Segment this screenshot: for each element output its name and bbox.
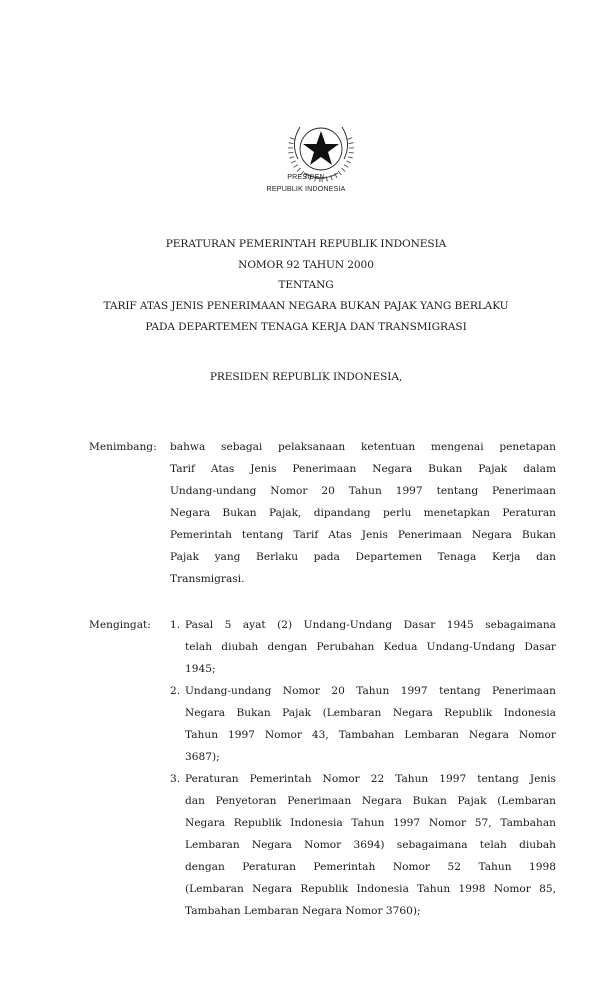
text-line: Tahun 1997 Nomor 43, Tambahan Lembaran Negara Nomor bbox=[185, 729, 556, 741]
wreath-leaf bbox=[294, 165, 298, 168]
text-line: Negara Bukan Pajak, dipandang perlu menetapkan Peraturan bbox=[170, 507, 556, 519]
mengingat-label: Mengingat: bbox=[89, 619, 151, 631]
text-line: (Lembaran Negara Republik Indonesia Tahun 1998 Nomor 85, bbox=[185, 883, 556, 895]
text-line: Lembaran Negara Nomor 3694) sebagaimana telah diubah bbox=[185, 839, 556, 851]
menimbang-label: Menimbang: bbox=[89, 441, 157, 453]
president-heading: PRESIDEN REPUBLIK INDONESIA, bbox=[209, 371, 403, 383]
list-item-number: 2. bbox=[170, 685, 181, 697]
list-item bbox=[185, 768, 556, 922]
text-line: telah diubah dengan Perubahan Kedua Undang-Undang Dasar bbox=[185, 641, 556, 653]
text-line: dengan Peraturan Pemerintah Nomor 52 Tahun 1998 bbox=[185, 861, 556, 873]
wreath-leaf bbox=[341, 168, 345, 171]
text-line: Pasal 5 ayat (2) Undang-Undang Dasar 1945 sebagaimana bbox=[185, 619, 556, 631]
wreath-leaf bbox=[289, 143, 294, 144]
wreath-leaf bbox=[348, 157, 353, 158]
heading-number: NOMOR 92 TAHUN 2000 bbox=[238, 259, 374, 271]
emblem-caption-line: REPUBLIK INDONESIA bbox=[266, 184, 346, 193]
text-line: 3687); bbox=[185, 751, 220, 763]
wreath-leaf bbox=[291, 161, 296, 163]
emblem-caption-line: PRESIDEN bbox=[287, 172, 325, 181]
heading-title: PERATURAN PEMERINTAH REPUBLIK INDONESIA bbox=[165, 238, 447, 250]
list-item bbox=[185, 680, 556, 768]
menimbang-text bbox=[170, 436, 556, 590]
text-line: Transmigrasi. bbox=[170, 573, 245, 585]
text-line: 1945; bbox=[185, 663, 216, 675]
text-line: Pajak yang Berlaku pada Departemen Tenaga Kerja dan bbox=[170, 551, 556, 563]
heading-subject: TARIF ATAS JENIS PENERIMAAN NEGARA BUKAN PAJAK YANG BERLAKU bbox=[103, 300, 509, 312]
wreath-leaf bbox=[289, 157, 294, 158]
wreath-leaf bbox=[297, 168, 301, 171]
text-line: dan Penyetoran Penerimaan Negara Bukan Pajak (Lembaran bbox=[185, 795, 556, 807]
text-line: Pemerintah tentang Tarif Atas Jenis Penerimaan Negara Bukan bbox=[170, 529, 556, 541]
wreath-leaf bbox=[288, 152, 293, 153]
heading-tentang: TENTANG bbox=[278, 279, 334, 291]
text-line: Negara Republik Indonesia Tahun 1997 Nomor 57, Tambahan bbox=[185, 817, 556, 829]
wreath-leaf bbox=[347, 138, 352, 140]
list-item bbox=[185, 614, 556, 680]
list-item-number: 3. bbox=[170, 773, 181, 785]
wreath-leaf bbox=[348, 143, 353, 144]
wreath-leaf bbox=[290, 138, 295, 140]
text-line: Tambahan Lembaran Negara Nomor 3760); bbox=[185, 905, 421, 917]
heading-subject: PADA DEPARTEMEN TENAGA KERJA DAN TRANSMIGRASI bbox=[145, 321, 467, 333]
text-line: Undang-undang Nomor 20 Tahun 1997 tentang Penerimaan bbox=[185, 685, 556, 697]
wreath-leaf bbox=[346, 161, 351, 163]
list-item-number: 1. bbox=[170, 619, 181, 631]
text-line: Negara Bukan Pajak (Lembaran Negara Republik Indonesia bbox=[185, 707, 556, 719]
text-line: Undang-undang Nomor 20 Tahun 1997 tentang Penerimaan bbox=[170, 485, 556, 497]
wreath-leaf bbox=[349, 152, 354, 153]
text-line: Tarif Atas Jenis Penerimaan Negara Bukan Pajak dalam bbox=[170, 463, 556, 475]
wreath-leaf bbox=[344, 165, 348, 168]
text-line: Peraturan Pemerintah Nomor 22 Tahun 1997 tentang Jenis bbox=[185, 773, 556, 785]
text-line: bahwa sebagai pelaksanaan ketentuan mengenai penetapan bbox=[170, 441, 556, 453]
